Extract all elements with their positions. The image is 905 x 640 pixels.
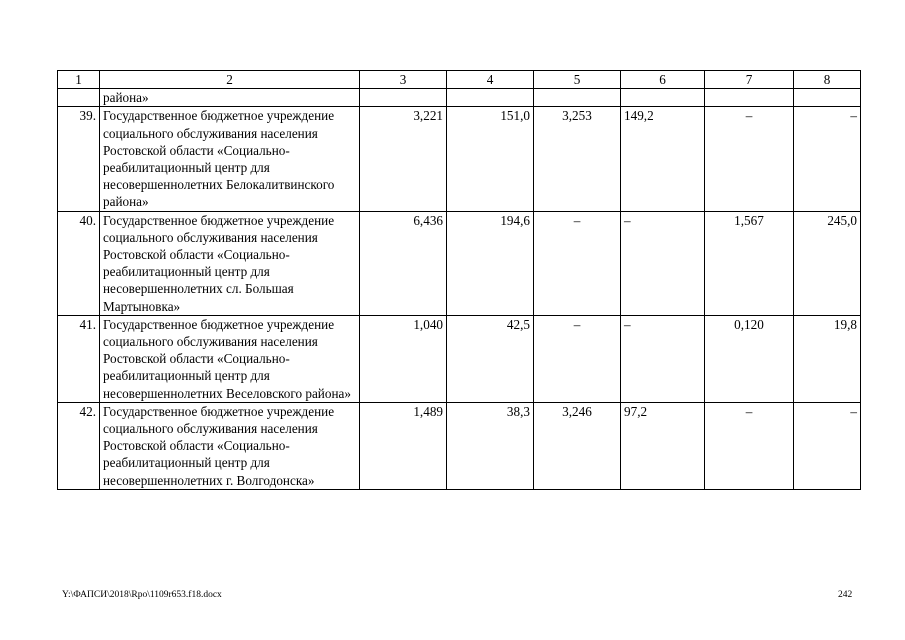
cell-col3: 6,436 — [360, 211, 447, 315]
page-number: 242 — [838, 590, 853, 600]
cell-col4: 194,6 — [447, 211, 534, 315]
row-number: 42. — [58, 402, 100, 489]
cell-col4: 151,0 — [447, 107, 534, 211]
continuation-row — [58, 89, 861, 107]
cell-col8: – — [794, 402, 861, 489]
cell-col7: – — [705, 402, 794, 489]
header-cell: 1 — [58, 71, 100, 89]
cell-col7: – — [705, 107, 794, 211]
continuation-text: района» — [100, 89, 360, 107]
institution-name: Государственное бюджетное учреждение социального обслуживания населения Ростовской области «Социально-реабилитационный центр для несовершеннолетних Белокалитвинского района» — [100, 107, 360, 211]
table-row — [58, 211, 861, 315]
cell-col3: 1,040 — [360, 315, 447, 402]
cell-col8: 19,8 — [794, 315, 861, 402]
cell-col3: 1,489 — [360, 402, 447, 489]
row-number: 40. — [58, 211, 100, 315]
cell-col6: 97,2 — [621, 402, 705, 489]
cell-col6: – — [621, 315, 705, 402]
cell-col4: 38,3 — [447, 402, 534, 489]
header-cell: 3 — [360, 71, 447, 89]
institution-name: Государственное бюджетное учреждение социального обслуживания населения Ростовской области «Социально-реабилитационный центр для несовершеннолетних Веселовского района» — [100, 315, 360, 402]
table-row — [58, 107, 861, 211]
cell-col4: 42,5 — [447, 315, 534, 402]
table-row — [58, 315, 861, 402]
cell-col5: 3,246 — [534, 402, 621, 489]
institution-name: Государственное бюджетное учреждение социального обслуживания населения Ростовской области «Социально-реабилитационный центр для несовершеннолетних сл. Большая Мартыновка» — [100, 211, 360, 315]
data-table — [57, 70, 861, 490]
cell-col6: 149,2 — [621, 107, 705, 211]
header-cell: 6 — [621, 71, 705, 89]
header-cell: 4 — [447, 71, 534, 89]
cell-col7: 1,567 — [705, 211, 794, 315]
row-number: 39. — [58, 107, 100, 211]
header-cell: 7 — [705, 71, 794, 89]
cell-col3: 3,221 — [360, 107, 447, 211]
institution-name: Государственное бюджетное учреждение социального обслуживания населения Ростовской области «Социально-реабилитационный центр для несовершеннолетних г. Волгодонска» — [100, 402, 360, 489]
cell-col8: 245,0 — [794, 211, 861, 315]
row-number: 41. — [58, 315, 100, 402]
table-row — [58, 402, 861, 489]
header-cell: 5 — [534, 71, 621, 89]
cell-col5: 3,253 — [534, 107, 621, 211]
header-cell: 2 — [100, 71, 360, 89]
cell-col7: 0,120 — [705, 315, 794, 402]
cell-col6: – — [621, 211, 705, 315]
header-cell: 8 — [794, 71, 861, 89]
footer-file-path: Y:\ФАПСИ\2018\Rpo\1109r653.f18.docx — [62, 590, 222, 600]
cell-col5: – — [534, 315, 621, 402]
cell-col5: – — [534, 211, 621, 315]
cell-col8: – — [794, 107, 861, 211]
header-row — [58, 71, 861, 89]
